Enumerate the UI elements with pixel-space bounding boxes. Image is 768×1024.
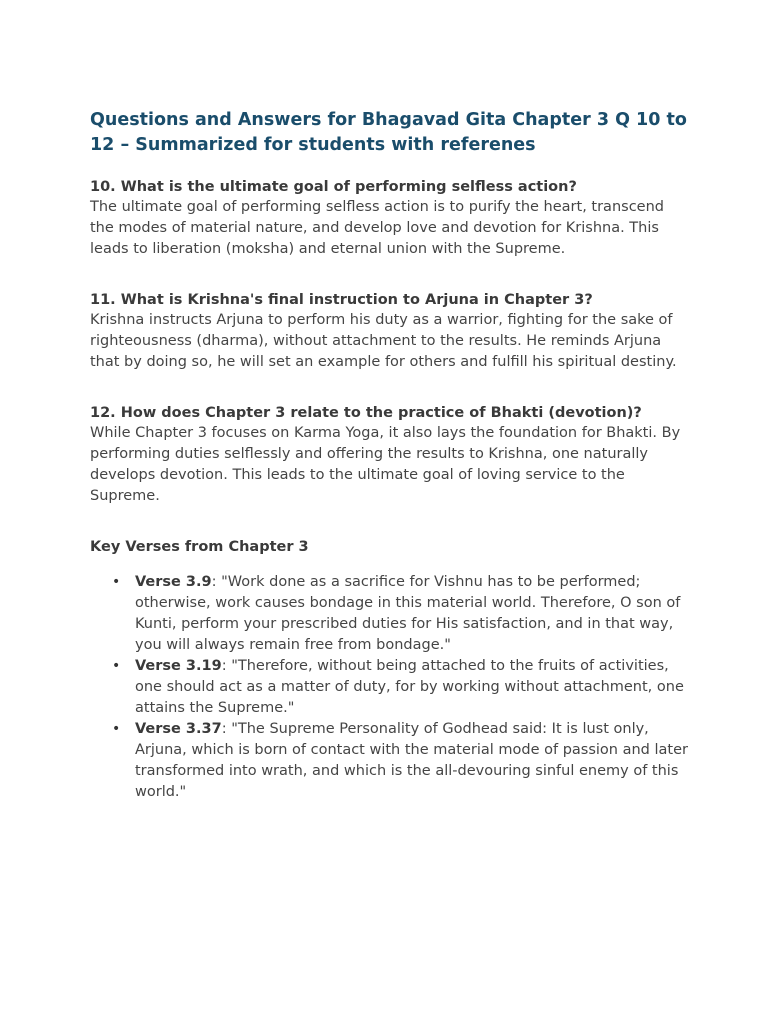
question-10: 10. What is the ultimate goal of performing selfless action? xyxy=(90,179,577,195)
key-verses-list xyxy=(90,572,690,803)
answer-10: The ultimate goal of performing selfless action is to purify the heart, transcend the modes of material nature, and develop love and devotion for Krishna. This leads to liberation (moksha) and eternal union with the Supreme. xyxy=(90,199,664,257)
bullet-icon: • xyxy=(112,574,121,590)
verse-ref: Verse 3.37 xyxy=(135,721,222,737)
key-verses-heading: Key Verses from Chapter 3 xyxy=(90,539,309,555)
document-page xyxy=(90,108,690,803)
question-12: 12. How does Chapter 3 relate to the practice of Bhakti (devotion)? xyxy=(90,405,642,421)
verse-item-3-37 xyxy=(90,719,690,803)
answer-11: Krishna instructs Arjuna to perform his duty as a warrior, fighting for the sake of righteousness (dharma), without attachment to the results. He reminds Arjuna that by doing so, he will set an example for others and fulfill his spiritual destiny. xyxy=(90,312,677,370)
verse-text: : "Work done as a sacrifice for Vishnu has to be performed; otherwise, work causes bondage in this material world. Therefore, O son of Kunti, perform your prescribed duties for His satisfaction, and in that way, you will always remain free from bondage." xyxy=(135,574,681,653)
verse-item-3-19 xyxy=(90,656,690,719)
verse-item-3-9 xyxy=(90,572,690,656)
bullet-icon: • xyxy=(112,721,121,737)
verse-text: : "Therefore, without being attached to the fruits of activities, one should act as a matter of duty, for by working without attachment, one attains the Supreme." xyxy=(135,658,684,716)
bullet-icon: • xyxy=(112,658,121,674)
qa-item-10 xyxy=(90,177,690,260)
answer-12: While Chapter 3 focuses on Karma Yoga, it also lays the foundation for Bhakti. By performing duties selflessly and offering the results to Krishna, one naturally develops devotion. This leads to the ultimate goal of loving service to the Supreme. xyxy=(90,425,681,504)
question-11: 11. What is Krishna's final instruction to Arjuna in Chapter 3? xyxy=(90,292,593,308)
qa-item-11 xyxy=(90,290,690,373)
verse-text: : "The Supreme Personality of Godhead said: It is lust only, Arjuna, which is born of contact with the material mode of passion and later transformed into wrath, and which is the all-devouring sinful enemy of this world." xyxy=(135,721,688,800)
qa-item-12 xyxy=(90,403,690,507)
page-title: Questions and Answers for Bhagavad Gita Chapter 3 Q 10 to 12 – Summarized for students with referenes xyxy=(90,110,687,155)
verse-ref: Verse 3.9 xyxy=(135,574,212,590)
verse-ref: Verse 3.19 xyxy=(135,658,222,674)
